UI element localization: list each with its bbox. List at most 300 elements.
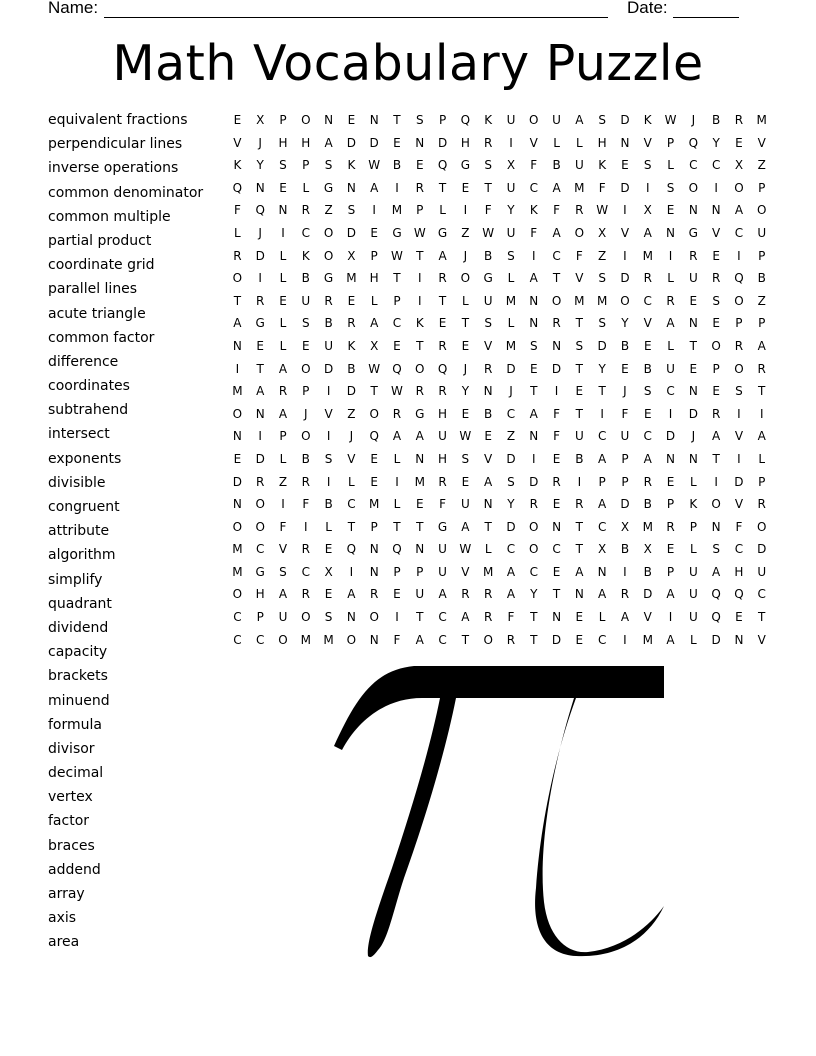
grid-letter: C — [233, 610, 242, 625]
grid-letter: N — [620, 135, 630, 150]
grid-letter: D — [506, 519, 516, 534]
grid-letter: D — [665, 429, 676, 444]
grid-letter: E — [735, 610, 743, 625]
grid-letter: R — [575, 203, 584, 218]
grid-letter: S — [575, 338, 584, 353]
grid-letter: J — [623, 384, 627, 399]
grid-letter: E — [529, 361, 538, 376]
grid-letter: U — [506, 113, 516, 127]
grid-letter: A — [598, 497, 607, 512]
grid-letter: A — [256, 384, 265, 399]
grid-letter: N — [711, 519, 721, 534]
grid-letter: O — [529, 542, 539, 557]
grid-letter: A — [506, 587, 516, 602]
grid-letter: J — [258, 135, 262, 150]
grid-letter: Z — [278, 474, 288, 489]
grid-letter: M — [232, 564, 243, 579]
grid-letter: N — [552, 610, 562, 625]
grid-letter: E — [643, 406, 652, 421]
grid-letter: T — [552, 271, 561, 286]
grid-letter: Z — [324, 203, 333, 218]
grid-letter: H — [597, 135, 607, 150]
grid-letter: U — [688, 271, 698, 286]
grid-letter: N — [688, 384, 698, 399]
grid-row — [226, 109, 774, 132]
word-item: common denominator — [48, 184, 204, 201]
grid-letter: A — [552, 180, 561, 195]
grid-letter: L — [576, 135, 583, 150]
grid-letter: B — [575, 451, 584, 466]
grid-letter: I — [463, 203, 468, 218]
grid-letter: O — [369, 406, 379, 421]
grid-letter: R — [552, 474, 561, 489]
grid-letter: R — [370, 587, 379, 602]
grid-letter: L — [598, 610, 606, 625]
grid-letter: P — [666, 564, 675, 579]
grid-letter: R — [415, 384, 424, 399]
grid-letter: O — [483, 632, 493, 647]
grid-letter: Z — [598, 248, 607, 263]
grid-letter: L — [234, 225, 241, 240]
grid-row — [226, 629, 774, 652]
grid-letter: T — [689, 338, 697, 353]
grid-letter: P — [438, 113, 447, 127]
grid-letter: L — [279, 451, 287, 466]
grid-letter: E — [552, 451, 561, 466]
grid-letter: W — [596, 203, 609, 218]
grid-letter: V — [757, 135, 766, 150]
grid-letter: T — [461, 316, 470, 331]
grid-letter: I — [418, 293, 422, 308]
grid-letter: R — [734, 338, 744, 353]
grid-letter: M — [414, 474, 425, 489]
grid-letter: T — [598, 384, 606, 399]
grid-letter: E — [370, 225, 378, 240]
grid-row — [226, 493, 774, 516]
grid-letter: T — [256, 361, 264, 376]
grid-letter: K — [484, 113, 493, 127]
grid-letter: A — [370, 180, 379, 195]
grid-letter: D — [369, 135, 379, 150]
grid-letter: L — [462, 293, 469, 308]
grid-letter: M — [391, 203, 403, 218]
grid-letter: E — [461, 180, 470, 195]
grid-letter: A — [757, 338, 766, 353]
word-item: attribute — [48, 523, 110, 540]
grid-letter: S — [643, 158, 652, 173]
grid-letter: S — [415, 113, 424, 127]
grid-letter: A — [347, 587, 356, 602]
grid-letter: E — [575, 610, 584, 625]
grid-letter: S — [484, 316, 492, 331]
grid-letter: Q — [392, 361, 402, 376]
grid-letter: B — [392, 158, 402, 173]
grid-letter: U — [757, 564, 767, 579]
grid-letter: V — [484, 451, 493, 466]
grid-letter: Q — [437, 361, 448, 376]
word-item: vertex — [48, 789, 93, 806]
grid-letter: I — [645, 180, 650, 195]
grid-letter: V — [643, 135, 652, 150]
grid-letter: L — [507, 316, 515, 331]
grid-letter: O — [757, 203, 767, 218]
grid-letter: D — [346, 225, 356, 240]
grid-letter: O — [688, 180, 699, 195]
grid-row — [226, 380, 774, 403]
grid-letter: C — [552, 542, 561, 557]
grid-letter: C — [233, 632, 242, 647]
grid-letter: E — [393, 338, 401, 353]
grid-letter: R — [392, 406, 402, 421]
name-field-line[interactable] — [104, 17, 608, 18]
grid-letter: A — [324, 135, 333, 150]
grid-letter: I — [281, 225, 285, 240]
grid-letter: P — [302, 384, 310, 399]
grid-letter: D — [506, 361, 516, 376]
grid-letter: F — [530, 225, 538, 240]
grid-letter: U — [620, 429, 630, 444]
grid-letter: R — [483, 610, 493, 625]
grid-letter: I — [737, 451, 741, 466]
grid-letter: X — [506, 158, 516, 173]
grid-letter: H — [278, 135, 288, 150]
grid-letter: J — [349, 429, 354, 444]
grid-row — [226, 245, 774, 268]
grid-letter: R — [666, 519, 675, 534]
grid-letter: T — [393, 271, 401, 286]
grid-letter: K — [347, 158, 356, 173]
grid-letter: W — [391, 248, 403, 263]
grid-letter: P — [666, 135, 675, 150]
grid-letter: A — [461, 519, 470, 534]
grid-letter: H — [460, 135, 470, 150]
grid-letter: E — [415, 158, 424, 173]
grid-letter: O — [255, 497, 265, 512]
grid-letter: T — [416, 248, 424, 263]
grid-letter: F — [233, 203, 241, 218]
grid-letter: V — [278, 542, 288, 557]
grid-letter: P — [758, 180, 766, 195]
grid-letter: L — [370, 293, 378, 308]
grid-letter: M — [323, 632, 334, 647]
grid-letter: G — [415, 406, 425, 421]
grid-letter: P — [666, 497, 675, 512]
grid-letter: A — [757, 429, 766, 444]
grid-letter: A — [278, 406, 288, 421]
word-item: simplify — [48, 571, 103, 588]
grid-letter: A — [643, 225, 652, 240]
page-title: Math Vocabulary Puzzle — [112, 35, 704, 92]
word-item: partial product — [48, 232, 152, 249]
grid-letter: L — [689, 542, 697, 557]
grid-letter: K — [233, 158, 242, 173]
word-item: factor — [48, 813, 90, 830]
grid-letter: P — [393, 564, 401, 579]
grid-letter: S — [324, 610, 333, 625]
grid-letter: D — [551, 361, 562, 376]
grid-row — [226, 606, 774, 629]
grid-letter: Y — [507, 203, 515, 218]
grid-letter: Z — [757, 158, 766, 173]
grid-letter: N — [255, 406, 265, 421]
grid-row — [226, 561, 774, 584]
grid-letter: H — [438, 451, 448, 466]
grid-letter: U — [757, 225, 767, 240]
grid-letter: X — [370, 338, 379, 353]
grid-letter: U — [438, 429, 447, 444]
grid-letter: I — [759, 406, 764, 421]
grid-letter: N — [255, 180, 265, 195]
grid-letter: F — [530, 158, 538, 173]
grid-letter: A — [666, 316, 675, 331]
grid-letter: I — [600, 406, 604, 421]
grid-letter: L — [484, 542, 492, 557]
grid-letter: I — [714, 180, 718, 195]
grid-letter: E — [324, 587, 333, 602]
grid-letter: B — [643, 361, 652, 376]
grid-letter: L — [279, 271, 287, 286]
grid-letter: Z — [461, 225, 470, 240]
grid-letter: R — [461, 587, 470, 602]
grid-letter: B — [643, 564, 652, 579]
grid-letter: I — [623, 248, 627, 263]
grid-letter: R — [438, 474, 447, 489]
grid-letter: B — [712, 113, 721, 127]
grid-letter: L — [348, 474, 355, 489]
grid-letter: R — [483, 135, 493, 150]
grid-letter: A — [233, 316, 242, 331]
grid-letter: E — [666, 203, 675, 218]
grid-letter: Z — [757, 293, 766, 308]
grid-letter: L — [667, 271, 674, 286]
grid-row — [226, 583, 774, 606]
grid-letter: O — [301, 361, 311, 376]
grid-letter: U — [688, 587, 698, 602]
grid-letter: N — [483, 497, 493, 512]
grid-letter: M — [642, 519, 653, 534]
grid-letter: V — [757, 632, 766, 647]
word-item: subtrahend — [48, 402, 129, 419]
grid-letter: A — [575, 564, 584, 579]
grid-letter: L — [553, 135, 560, 150]
grid-letter: G — [688, 225, 698, 240]
grid-letter: T — [530, 610, 538, 625]
grid-letter: Q — [734, 587, 744, 602]
grid-letter: S — [529, 338, 538, 353]
grid-letter: Q — [688, 135, 699, 150]
grid-letter: V — [620, 225, 630, 240]
grid-letter: S — [598, 271, 606, 286]
grid-letter: M — [346, 271, 357, 286]
grid-letter: U — [301, 293, 311, 308]
grid-letter: L — [667, 338, 674, 353]
grid-letter: E — [712, 384, 720, 399]
grid-letter: H — [369, 271, 379, 286]
grid-letter: V — [324, 406, 333, 421]
grid-letter: C — [256, 542, 265, 557]
grid-letter: I — [554, 384, 559, 399]
grid-letter: M — [300, 632, 311, 647]
grid-letter: J — [691, 429, 696, 444]
grid-letter: Q — [232, 180, 243, 195]
grid-letter: C — [643, 293, 652, 308]
grid-letter: S — [507, 474, 515, 489]
grid-letter: G — [323, 271, 334, 286]
grid-letter: R — [711, 406, 721, 421]
grid-row — [226, 516, 774, 539]
grid-letter: E — [643, 338, 652, 353]
grid-letter: T — [575, 316, 584, 331]
grid-letter: C — [689, 158, 698, 173]
grid-letter: Q — [437, 158, 448, 173]
grid-letter: V — [643, 610, 652, 625]
grid-letter: H — [301, 135, 311, 150]
word-list — [48, 108, 218, 955]
grid-letter: T — [575, 406, 584, 421]
grid-letter: C — [301, 225, 310, 240]
grid-letter: U — [506, 225, 516, 240]
grid-letter: X — [324, 564, 333, 579]
grid-row — [226, 425, 774, 448]
grid-letter: E — [461, 474, 470, 489]
grid-letter: U — [460, 497, 470, 512]
grid-letter: J — [463, 361, 468, 376]
grid-letter: I — [326, 384, 331, 399]
grid-letter: C — [529, 564, 538, 579]
grid-letter: R — [301, 587, 310, 602]
word-item: addend — [48, 861, 101, 878]
grid-letter: V — [643, 316, 652, 331]
grid-letter: P — [621, 451, 629, 466]
grid-letter: C — [438, 610, 447, 625]
grid-letter: A — [415, 429, 424, 444]
grid-letter: X — [256, 113, 265, 127]
grid-letter: N — [597, 564, 607, 579]
grid-letter: M — [505, 293, 517, 308]
grid-letter: A — [415, 632, 424, 647]
grid-letter: D — [529, 474, 539, 489]
grid-letter: E — [279, 180, 287, 195]
grid-letter: F — [553, 429, 560, 444]
grid-letter: T — [484, 519, 492, 534]
grid-letter: G — [255, 316, 265, 331]
grid-letter: X — [620, 519, 630, 534]
grid-letter: M — [756, 113, 767, 127]
grid-letter: I — [235, 361, 240, 376]
grid-letter: L — [393, 451, 401, 466]
grid-letter: I — [349, 564, 354, 579]
grid-letter: N — [369, 632, 379, 647]
grid-letter: R — [256, 474, 265, 489]
grid-letter: L — [279, 316, 287, 331]
grid-letter: F — [621, 406, 629, 421]
grid-letter: O — [369, 610, 379, 625]
grid-letter: I — [714, 474, 718, 489]
grid-letter: I — [668, 610, 673, 625]
grid-letter: E — [347, 113, 356, 127]
word-item: dividend — [48, 619, 109, 636]
word-item: quadrant — [48, 595, 112, 612]
grid-letter: S — [598, 113, 606, 127]
grid-letter: H — [438, 406, 448, 421]
grid-letter: E — [324, 542, 333, 557]
grid-letter: I — [326, 429, 331, 444]
grid-letter: P — [416, 203, 424, 218]
grid-letter: L — [279, 248, 287, 263]
grid-letter: O — [757, 519, 767, 534]
grid-letter: M — [642, 632, 653, 647]
grid-letter: I — [304, 519, 308, 534]
grid-letter: P — [735, 316, 743, 331]
grid-letter: I — [509, 135, 513, 150]
grid-letter: O — [232, 406, 243, 421]
grid-letter: S — [666, 180, 675, 195]
grid-letter: W — [368, 361, 381, 376]
grid-letter: A — [438, 587, 447, 602]
grid-letter: P — [758, 474, 766, 489]
grid-letter: Q — [711, 587, 721, 602]
grid-letter: A — [392, 429, 402, 444]
grid-letter: D — [688, 406, 698, 421]
grid-letter: L — [758, 451, 766, 466]
grid-letter: O — [734, 180, 744, 195]
grid-letter: T — [438, 180, 447, 195]
grid-letter: E — [256, 338, 264, 353]
grid-letter: Q — [711, 610, 721, 625]
grid-letter: U — [574, 429, 584, 444]
grid-letter: E — [666, 542, 675, 557]
grid-letter: F — [553, 203, 560, 218]
grid-letter: E — [552, 564, 561, 579]
date-field-line[interactable] — [673, 17, 739, 18]
word-item: array — [48, 886, 85, 902]
grid-letter: N — [666, 451, 676, 466]
grid-letter: T — [416, 338, 424, 353]
grid-letter: J — [691, 113, 696, 127]
grid-letter: J — [258, 225, 262, 240]
grid-letter: N — [415, 135, 425, 150]
grid-letter: S — [347, 203, 356, 218]
grid-letter: L — [667, 158, 674, 173]
grid-letter: U — [438, 564, 447, 579]
grid-letter: E — [393, 135, 401, 150]
grid-letter: W — [391, 384, 403, 399]
grid-letter: P — [416, 564, 424, 579]
grid-letter: H — [734, 564, 744, 579]
grid-letter: F — [507, 610, 515, 625]
grid-letter: A — [598, 587, 607, 602]
grid-letter: U — [438, 542, 447, 557]
grid-letter: B — [757, 271, 766, 286]
word-item: common multiple — [48, 208, 171, 225]
grid-letter: N — [552, 519, 562, 534]
word-item: difference — [48, 353, 119, 370]
grid-letter: T — [393, 113, 401, 127]
word-item: formula — [48, 716, 102, 733]
grid-letter: R — [301, 203, 310, 218]
grid-row — [226, 538, 774, 561]
grid-letter: U — [688, 564, 698, 579]
grid-letter: T — [416, 610, 424, 625]
grid-letter: R — [301, 474, 310, 489]
grid-letter: N — [529, 316, 539, 331]
grid-letter: T — [438, 293, 447, 308]
grid-letter: V — [734, 497, 744, 512]
word-item: brackets — [48, 668, 108, 685]
grid-letter: D — [620, 497, 630, 512]
grid-letter: G — [392, 225, 402, 240]
grid-letter: A — [278, 361, 288, 376]
